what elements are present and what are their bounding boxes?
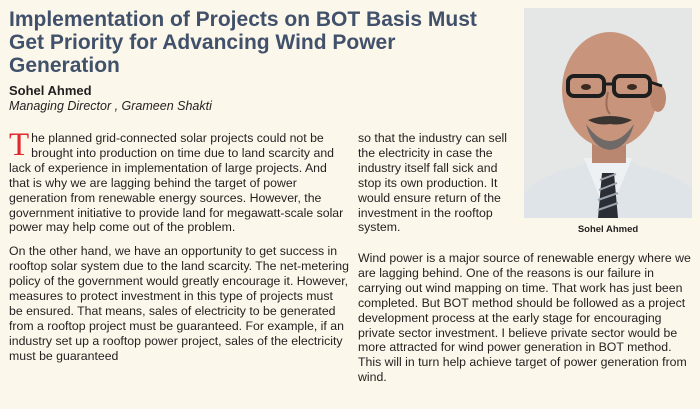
author-title: Managing Director , Grameen Shakti bbox=[9, 99, 212, 113]
paragraph-2: On the other hand, we have an opportunity to get success in rooftop solar system due to the land scarcity. The net-metering policy of the government would greatly encourage it. However, measures to protect investment in this type of projects must be ensured. That means, sales of electricity to be generated from a rooftop project must be guaranteed. For example, if an industry set up a rooftop power project, sales of the electricity must be guaranteed bbox=[9, 244, 349, 363]
drop-cap: T bbox=[9, 127, 30, 163]
column-1 bbox=[9, 127, 349, 364]
article-headline: Implementation of Projects on BOT Basis Must Get Priority for Advancing Wind Power Generation bbox=[9, 8, 477, 77]
author-name: Sohel Ahmed bbox=[9, 83, 92, 98]
photo-caption: Sohel Ahmed bbox=[577, 224, 639, 235]
paragraph-1 bbox=[9, 127, 349, 235]
column-2 bbox=[358, 131, 516, 235]
paragraph-3: so that the industry can sell the electricity in case the industry itself fall sick and stop its own production. It would ensure return of the investment in the rooftop system. bbox=[358, 131, 508, 235]
author-photo bbox=[524, 8, 692, 218]
paragraph-1-text: he planned grid-connected solar projects could not be brought into production on time due to land scarcity and lack of experience in implementation of large projects. And that is why we are lagging behind the target of power generation from renewable energy sources. However, the government initiative to provide land for megawatt-scale solar power may help come out of the problem. bbox=[9, 131, 344, 235]
paragraph-4: Wind power is a major source of renewable energy where we are lagging behind. One of the reasons is our failure in carrying out wind mapping on time. That work has just been completed. But BOT method should be followed as a project development process at the early stage for encouraging private sector investment. I believe private sector would be more attracted for wind power generation in BOT method. This will in turn help achieve target of power generation from wind. bbox=[358, 251, 691, 385]
column-3 bbox=[358, 251, 692, 385]
portrait-image bbox=[524, 8, 692, 218]
